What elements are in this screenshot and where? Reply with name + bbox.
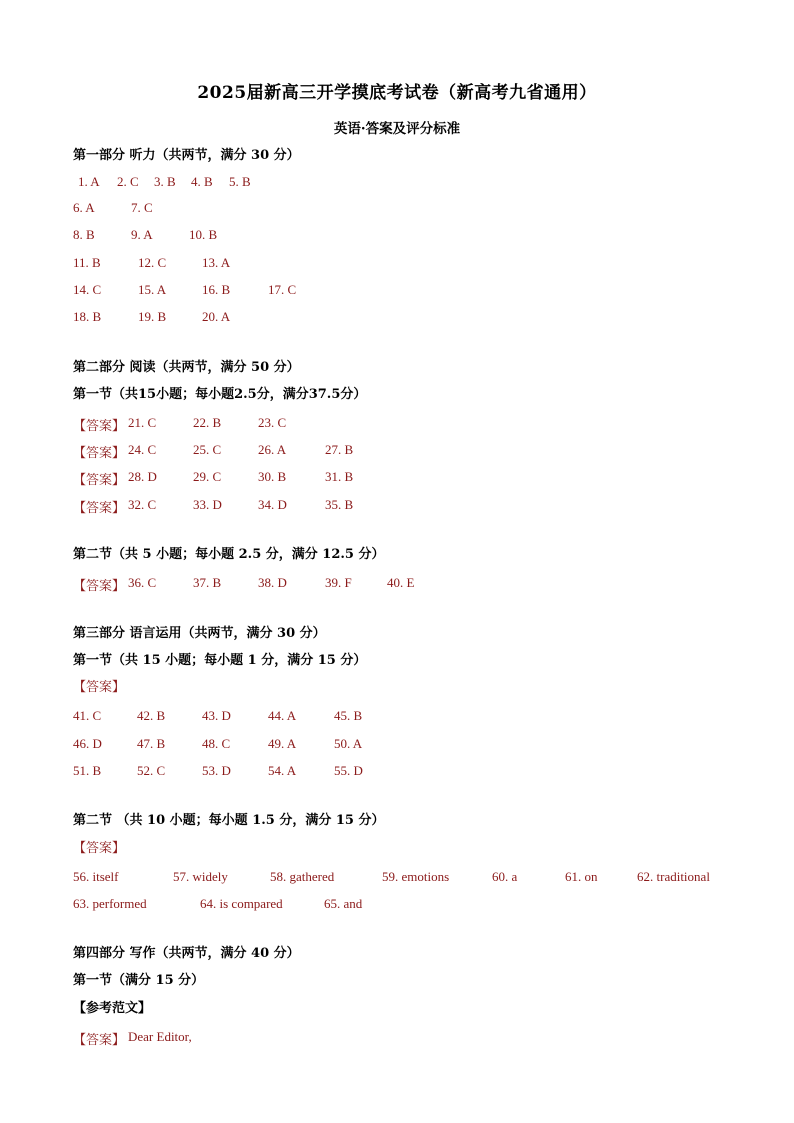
- answer-item: 40. E: [387, 575, 415, 590]
- part2-section1-heading: 第一节（共15小题；每小题2.5分，满分37.5分）: [73, 387, 367, 402]
- answer-item: 29. C: [193, 469, 222, 484]
- answer-item: 35. B: [325, 497, 354, 512]
- answer-item: 23. C: [258, 415, 287, 430]
- part4-answer-row: [0, 1029, 794, 1045]
- answer-item: 49. A: [268, 736, 297, 751]
- answer-item: 56. itself: [73, 869, 119, 884]
- answer-item: 62. traditional: [637, 869, 710, 884]
- answer-item: 7. C: [131, 200, 153, 215]
- part1-row-4: [0, 255, 794, 271]
- part3-s1-row-3: [0, 763, 794, 779]
- part2-section2-heading: 第二节（共 5 小题；每小题 2.5 分，满分 12.5 分）: [73, 547, 385, 562]
- answer-item: 5. B: [229, 174, 251, 189]
- part1-row-1: [0, 174, 794, 190]
- answer-item: 50. A: [334, 736, 363, 751]
- answer-item: 25. C: [193, 442, 222, 457]
- part1-row-5: [0, 282, 794, 298]
- answer-item: 37. B: [193, 575, 222, 590]
- answer-item: 34. D: [258, 497, 287, 512]
- answer-item: 24. C: [128, 442, 157, 457]
- answer-item: 1. A: [78, 174, 100, 189]
- part1-row-6: [0, 309, 794, 325]
- answer-item: 32. C: [128, 497, 157, 512]
- answer-item: 27. B: [325, 442, 354, 457]
- part3-section2-heading: 第二节 （共 10 小题；每小题 1.5 分，满分 15 分）: [73, 813, 385, 828]
- part2-heading: 第二部分 阅读（共两节，满分 50 分）: [73, 360, 300, 375]
- answer-item: 51. B: [73, 763, 102, 778]
- answer-item: 57. widely: [173, 869, 228, 884]
- sample-essay-heading: 【参考范文】: [73, 1001, 152, 1016]
- answer-item: 65. and: [324, 896, 363, 911]
- answer-item: 10. B: [189, 227, 218, 242]
- answer-item: 41. C: [73, 708, 102, 723]
- answer-tag: 【答案】: [73, 578, 126, 593]
- answer-item: 6. A: [73, 200, 95, 215]
- answer-item: 18. B: [73, 309, 102, 324]
- answer-item: 63. performed: [73, 896, 147, 911]
- answer-tag: 【答案】: [73, 500, 126, 515]
- answer-item: 19. B: [138, 309, 167, 324]
- part4-section1-heading: 第一节（满分 15 分）: [73, 973, 205, 988]
- part3-s1-row-2: [0, 736, 794, 752]
- answer-item: 59. emotions: [382, 869, 450, 884]
- answer-item: 13. A: [202, 255, 231, 270]
- part3-section1-heading: 第一节（共 15 小题；每小题 1 分，满分 15 分）: [73, 653, 367, 668]
- answer-tag: 【答案】: [73, 1032, 126, 1047]
- answer-tag: 【答案】: [73, 680, 126, 695]
- part2-s1-row-2: [0, 442, 794, 458]
- answer-item: 4. B: [191, 174, 213, 189]
- part1-heading: 第一部分 听力（共两节，满分 30 分）: [73, 148, 300, 163]
- answer-item: 21. C: [128, 415, 157, 430]
- page-subtitle: 英语·答案及评分标准: [333, 121, 461, 137]
- answer-tag: 【答案】: [73, 841, 126, 856]
- answer-item: 11. B: [73, 255, 101, 270]
- answer-item: 15. A: [138, 282, 167, 297]
- page-title: 2025届新高三开学摸底考试卷（新高考九省通用）: [197, 83, 597, 103]
- answer-item: 39. F: [325, 575, 352, 590]
- answer-item: 2. C: [117, 174, 139, 189]
- answer-item: 33. D: [193, 497, 222, 512]
- answer-item: 36. C: [128, 575, 157, 590]
- answer-item: 55. D: [334, 763, 363, 778]
- answer-item: 30. B: [258, 469, 287, 484]
- answer-tag: 【答案】: [73, 445, 126, 460]
- answer-item: 9. A: [131, 227, 153, 242]
- answer-item: 14. C: [73, 282, 102, 297]
- answer-item: 61. on: [565, 869, 598, 884]
- answer-item: 46. D: [73, 736, 102, 751]
- answer-item: 48. C: [202, 736, 231, 751]
- part2-s1-row-3: [0, 469, 794, 485]
- part4-heading: 第四部分 写作（共两节，满分 40 分）: [73, 946, 300, 961]
- answer-item: 38. D: [258, 575, 287, 590]
- answer-item: 31. B: [325, 469, 354, 484]
- part3-s2-row-2: [0, 896, 794, 912]
- answer-item: 44. A: [268, 708, 297, 723]
- part3-heading: 第三部分 语言运用（共两节，满分 30 分）: [73, 626, 326, 641]
- answer-item: 42. B: [137, 708, 166, 723]
- part3-s2-row-1: [0, 869, 794, 885]
- answer-item: 22. B: [193, 415, 222, 430]
- part2-s1-row-4: [0, 497, 794, 513]
- answer-item: 60. a: [492, 869, 518, 884]
- answer-item: 53. D: [202, 763, 231, 778]
- answer-tag: 【答案】: [73, 418, 126, 433]
- answer-item: 64. is compared: [200, 896, 283, 911]
- answer-tag: 【答案】: [73, 472, 126, 487]
- part3-s1-row-1: [0, 708, 794, 724]
- part2-s2-row-1: [0, 575, 794, 591]
- essay-text: Dear Editor,: [128, 1029, 192, 1044]
- answer-item: 16. B: [202, 282, 231, 297]
- answer-item: 52. C: [137, 763, 166, 778]
- answer-item: 43. D: [202, 708, 231, 723]
- answer-item: 54. A: [268, 763, 297, 778]
- answer-item: 45. B: [334, 708, 363, 723]
- answer-item: 8. B: [73, 227, 95, 242]
- part1-row-3: [0, 227, 794, 243]
- answer-item: 3. B: [154, 174, 176, 189]
- part1-row-2: [0, 200, 794, 216]
- answer-item: 28. D: [128, 469, 157, 484]
- answer-item: 17. C: [268, 282, 297, 297]
- answer-item: 20. A: [202, 309, 231, 324]
- answer-item: 47. B: [137, 736, 166, 751]
- part2-s1-row-1: [0, 415, 794, 431]
- answer-item: 12. C: [138, 255, 167, 270]
- answer-item: 58. gathered: [270, 869, 335, 884]
- answer-item: 26. A: [258, 442, 287, 457]
